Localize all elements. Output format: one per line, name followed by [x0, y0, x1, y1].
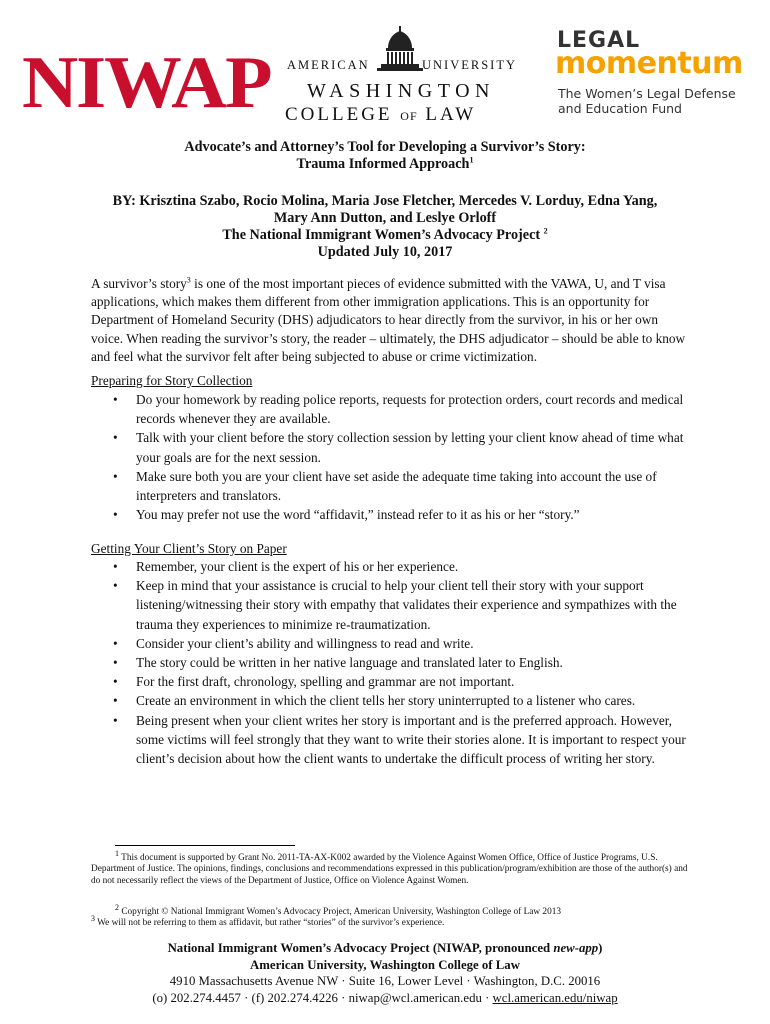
au-of: OF [400, 109, 418, 123]
list-item: • Create an environment in which the client tells her story uninterrupted to a listener who cares. [91, 691, 693, 710]
footer-address: 4910 Massachusetts Avenue NW · Suite 16, Lower Level · Washington, D.C. 20016 [169, 974, 601, 988]
list-item: • You may prefer not use the word “affidavit,” instead refer to it as his or her “story.” [91, 505, 693, 524]
list-item: • Keep in mind that your assistance is crucial to help your client tell their story with your support listening/witnessing their story with empathy that validates their experience and sympathizes with the trauma they experiences to minimize re-traumatization. [91, 576, 693, 634]
preparing-list [91, 390, 693, 524]
au-american: AMERICAN [287, 58, 370, 72]
page-footer [80, 940, 690, 1006]
footer-contact: (o) 202.274.4457 · (f) 202.274.4226 · niwap@wcl.american.edu · wcl.american.edu/niwap [152, 990, 618, 1005]
list-item: • The story could be written in her native language and translated later to English. [91, 653, 693, 672]
footnote-2: $^2$ Copyright © National Immigrant Women’s Advocacy Project, American University, Washington College of Law 2013 [115, 902, 562, 917]
section-heading-getting-story: Getting Your Client’s Story on Paper [91, 541, 287, 556]
footnote-3: $^3$ We will not be referring to them as affidavit, but rather “stories” of the survivor’s experience. [91, 913, 445, 928]
byline [60, 193, 710, 261]
list-item: • Remember, your client is the expert of his or her experience. [91, 557, 693, 576]
au-college-of-law [285, 104, 517, 126]
website-link[interactable]: wcl.american.edu/niwap [492, 990, 618, 1005]
getting-story-list [91, 557, 693, 768]
legal-momentum-subtitle [558, 86, 736, 116]
list-item: • Talk with your client before the story collection session by letting your client know ahead of time what your goals are for the next session. [91, 428, 693, 466]
footer-university: American University, Washington College of Law [250, 957, 520, 972]
au-university: UNIVERSITY [422, 58, 517, 72]
footer-org: National Immigrant Women’s Advocacy Project (NIWAP, pronounced new-app) [167, 941, 603, 955]
byline-authors-2: Mary Ann Dutton, and Leslye Orloff [273, 210, 497, 226]
list-item: • Do your homework by reading police reports, requests for protection orders, court records and medical records whenever they are available. [91, 390, 693, 428]
au-law: LAW [425, 104, 477, 125]
list-item: • Make sure both you are your client have set aside the adequate time taking into account the use of interpreters and translators. [91, 467, 693, 505]
title-line2: Trauma Informed Approach$^1$ [296, 155, 474, 172]
section-heading-preparing: Preparing for Story Collection [91, 373, 253, 388]
intro-paragraph: A survivor’s story$^3$ is one of the most important pieces of evidence submitted with the VAWA, U, and T visa applications, which makes them different from other immigration applications. This is an opportunity for Department of Homeland Security (DHS) adjudicators to hear directly from the survivor, in his or her own voice. When reading the survivor’s story, the reader – ultimately, the DHS adjudicator – should be able to know and feel what the survivor felt after being subjected to abuse or crime victimization. [91, 275, 686, 364]
list-item: • Being present when your client writes her story is important and is the preferred approach. However, some victims will feel strongly that they want to write their stories alone. It is important to respect your client’s decision about how the client wants to undertake the difficult process of writing her story. [91, 711, 693, 769]
au-washington: WASHINGTON [307, 80, 495, 102]
list-item: • For the first draft, chronology, spelling and grammar are not important. [91, 672, 693, 691]
lm-sub-line1: The Women’s Legal Defense [558, 86, 736, 101]
footnote-divider [115, 845, 295, 846]
au-college: COLLEGE [285, 104, 393, 125]
byline-updated: Updated July 10, 2017 [317, 244, 453, 260]
byline-authors-1: BY: Krisztina Szabo, Rocio Molina, Maria Jose Fletcher, Mercedes V. Lorduy, Edna Yang, [112, 193, 658, 209]
footnote-1: $^1$ This document is supported by Grant No. 2011-TA-AX-K002 awarded by the Violence Against Women Office, Office of Justice Programs, U.S. Department of Justice. The opinions, findings, conclusions and recommendations expressed in this publication/program/exhibition are those of the author(s) and do not necessarily reflect the views of the Department of Justice, Office on Violence Against Women. [91, 848, 688, 886]
title-line1: Advocate’s and Attorney’s Tool for Developing a Survivor’s Story: [184, 139, 586, 155]
niwap-logo: NIWAP [22, 42, 271, 124]
document-title [60, 139, 710, 173]
list-item: • Consider your client’s ability and willingness to read and write. [91, 634, 693, 653]
legal-momentum-legal: LEGAL [557, 28, 641, 53]
byline-org: The National Immigrant Women’s Advocacy Project $^2$ [222, 226, 548, 243]
lm-sub-line2: and Education Fund [558, 101, 682, 116]
legal-momentum-momentum: momentum [555, 46, 743, 81]
capitol-dome-icon [375, 26, 425, 74]
